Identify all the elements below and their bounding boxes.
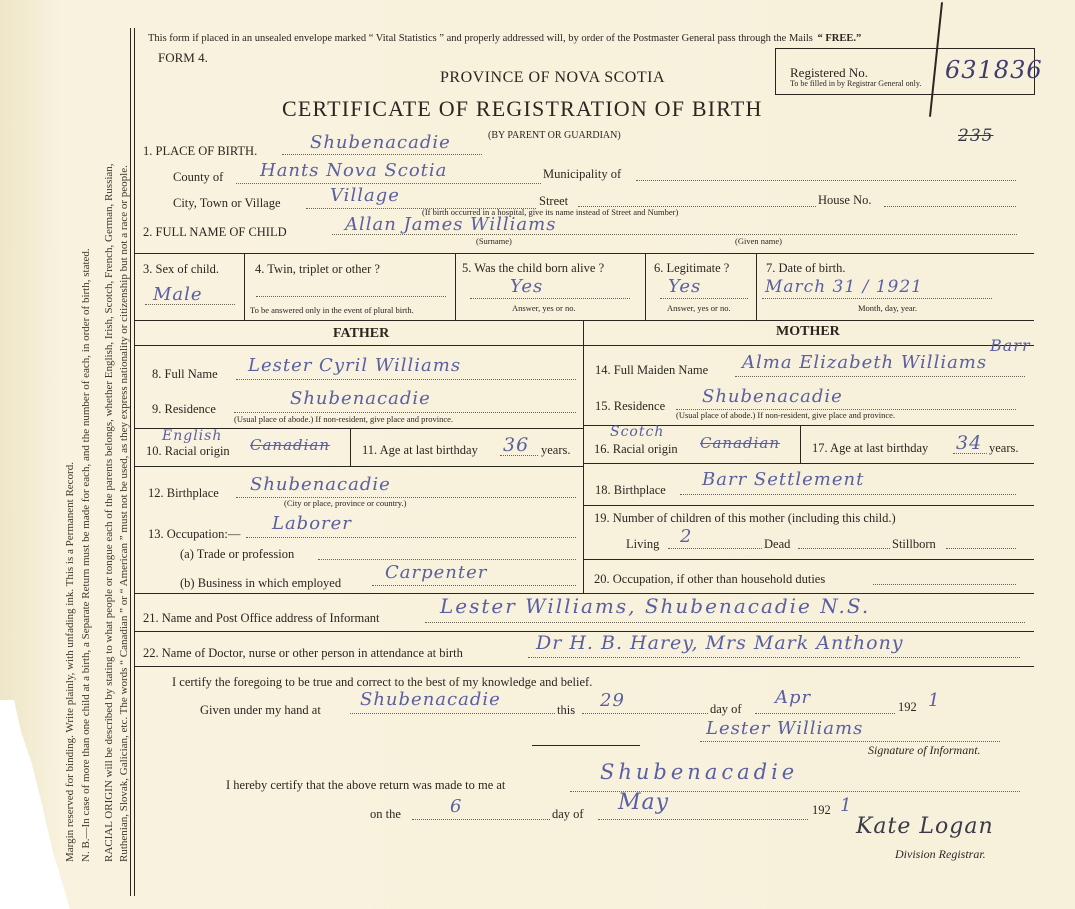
date-value: March 31 / 1921 bbox=[765, 277, 923, 297]
place-line bbox=[282, 154, 482, 155]
left-border-inner bbox=[134, 28, 135, 896]
mother-occ-label: 20. Occupation, if other than household duties bbox=[594, 572, 826, 586]
left-border bbox=[130, 28, 131, 896]
municipality-label: Municipality of bbox=[543, 167, 622, 181]
father-race-bottom bbox=[134, 466, 583, 467]
mail-notice-text: This form if placed in an unsealed envelope marked “ Vital Statistics ” and properly addressed will, by order of the Postmaster General pass through the Mails bbox=[148, 33, 813, 44]
row3-top bbox=[134, 253, 1034, 254]
informant-label: 21. Name and Post Office address of Informant bbox=[143, 611, 380, 625]
given-year-print: 192 bbox=[898, 700, 917, 714]
alive-note: Answer, yes or no. bbox=[512, 303, 576, 313]
father-name-value: Lester Cyril Williams bbox=[248, 355, 462, 376]
mother-stillborn-line bbox=[946, 548, 1016, 549]
date-line bbox=[762, 298, 992, 299]
father-age-unit: years. bbox=[541, 443, 571, 457]
father-age-value: 36 bbox=[503, 434, 530, 456]
registrar-day-line bbox=[412, 819, 550, 820]
certify-short-rule bbox=[532, 745, 640, 746]
mother-res-label: 15. Residence bbox=[595, 399, 666, 413]
father-occ-value: Laborer bbox=[272, 513, 352, 534]
sex-label: 3. Sex of child. bbox=[143, 262, 220, 276]
parents-divider bbox=[583, 320, 584, 593]
mother-name-label: 14. Full Maiden Name bbox=[595, 363, 709, 377]
mother-age-value: 34 bbox=[956, 432, 983, 454]
father-age-line bbox=[500, 455, 538, 456]
mother-race-div bbox=[800, 425, 801, 463]
registrar-month: May bbox=[618, 790, 670, 815]
mother-dead-line bbox=[798, 548, 890, 549]
house-label: House No. bbox=[818, 193, 872, 207]
informant-value: Lester Williams, Shubenacadie N.S. bbox=[440, 594, 871, 618]
mother-heading: MOTHER bbox=[776, 324, 840, 339]
row3-div4 bbox=[756, 253, 757, 320]
sex-line bbox=[145, 304, 235, 305]
registered-number: 631836 bbox=[945, 56, 1043, 84]
father-heading: FATHER bbox=[333, 326, 390, 341]
mother-race-label: 16. Racial origin bbox=[594, 442, 678, 456]
mail-notice-free: “ FREE.” bbox=[817, 33, 862, 44]
mother-age-label: 17. Age at last birthday bbox=[812, 441, 929, 455]
row3-bottom bbox=[134, 320, 1034, 321]
corner-mark: 235 bbox=[958, 126, 994, 146]
parents-rule bbox=[134, 345, 1034, 346]
doctor-label: 22. Name of Doctor, nurse or other person in attendance at birth bbox=[143, 646, 463, 660]
mother-dead-label: Dead bbox=[764, 537, 791, 551]
municipality-line bbox=[636, 180, 1016, 181]
row3-div2 bbox=[455, 253, 456, 320]
given-day: 29 bbox=[600, 690, 625, 711]
mother-birthplace-value: Barr Settlement bbox=[702, 469, 865, 490]
father-race-value: English bbox=[162, 428, 223, 444]
legit-value: Yes bbox=[668, 276, 702, 297]
margin-text-3: RACIAL ORIGIN will be described by stating to what people or tongue each of the parents belongs, whether English, Irish, Scotch, French, German, Russian, bbox=[103, 163, 115, 862]
father-occ-label: 13. Occupation:— bbox=[148, 527, 241, 541]
legit-line bbox=[660, 298, 748, 299]
given-year-hand: 1 bbox=[928, 690, 941, 711]
doctor-line bbox=[528, 657, 1020, 658]
mail-notice bbox=[148, 33, 861, 44]
row3-div3 bbox=[645, 253, 646, 320]
mother-race-bottom bbox=[583, 463, 1034, 464]
alive-value: Yes bbox=[510, 276, 544, 297]
father-business-label: (b) Business in which employed bbox=[180, 576, 342, 590]
registrar-day: 6 bbox=[450, 796, 463, 817]
dayof-label: day of bbox=[710, 702, 742, 716]
informant-signature: Lester Williams bbox=[706, 718, 864, 739]
page-title: CERTIFICATE OF REGISTRATION OF BIRTH bbox=[282, 96, 763, 121]
city-value: Village bbox=[330, 185, 400, 206]
street-label: Street bbox=[539, 194, 569, 208]
registered-label: Registered No. bbox=[790, 65, 868, 80]
given-place-line bbox=[350, 713, 555, 714]
father-race-div bbox=[350, 428, 351, 466]
registrar-line: I hereby certify that the above return was made to me at bbox=[226, 778, 506, 792]
registrar-dayof-label: day of bbox=[552, 807, 584, 821]
given-label: Given under my hand at bbox=[200, 703, 321, 717]
registrar-signature: Kate Logan bbox=[856, 814, 994, 839]
mother-birthplace-line bbox=[680, 494, 1016, 495]
father-birthplace-note: (City or place, province or country.) bbox=[284, 498, 407, 508]
mother-occ-top bbox=[583, 559, 1034, 560]
mother-age-unit: years. bbox=[989, 441, 1019, 455]
mother-children-top bbox=[583, 505, 1034, 506]
registrar-place: Shubenacadie bbox=[600, 760, 799, 784]
mother-living-line bbox=[668, 548, 762, 549]
father-race-struck: Canadian bbox=[250, 436, 331, 454]
father-trade-label: (a) Trade or profession bbox=[180, 547, 295, 561]
mother-name-value: Alma Elizabeth Williams bbox=[742, 352, 988, 373]
date-note: Month, day, year. bbox=[858, 303, 918, 313]
margin-text-4: Ruthenian, Slovak, Galician, etc. The words “ Canadian ” or “ American ” must not be used, as they express nationality or citizenship but not a race or people. bbox=[118, 165, 130, 862]
mother-res-note: (Usual place of abode.) If non-resident, give place and province. bbox=[676, 410, 896, 420]
surname-note: (Surname) bbox=[476, 236, 512, 246]
mother-age-line bbox=[953, 453, 987, 454]
on-the-label: on the bbox=[370, 807, 401, 821]
father-res-label: 9. Residence bbox=[152, 402, 216, 416]
father-occ-line bbox=[246, 537, 576, 538]
sex-value: Male bbox=[153, 284, 203, 305]
mother-name-line bbox=[735, 376, 1025, 377]
alive-line bbox=[470, 298, 630, 299]
child-value: Allan James Williams bbox=[345, 214, 557, 235]
father-business-line bbox=[372, 585, 576, 586]
mother-birthplace-label: 18. Birthplace bbox=[595, 483, 666, 497]
twin-label: 4. Twin, triplet or other ? bbox=[255, 262, 380, 276]
given-day-line bbox=[582, 713, 708, 714]
mother-res-value: Shubenacadie bbox=[702, 386, 843, 407]
this-label: this bbox=[557, 703, 576, 717]
father-res-note: (Usual place of abode.) If non-resident, give place and province. bbox=[234, 414, 454, 424]
child-label: 2. FULL NAME OF CHILD bbox=[143, 225, 287, 239]
informant-signature-line bbox=[700, 741, 1000, 742]
county-line bbox=[236, 183, 541, 184]
house-line bbox=[884, 206, 1016, 207]
legit-note: Answer, yes or no. bbox=[667, 303, 731, 313]
informant-signature-label: Signature of Informant. bbox=[868, 743, 981, 757]
child-line bbox=[332, 234, 1017, 235]
certify-line: I certify the foregoing to be true and correct to the best of my knowledge and belief. bbox=[172, 675, 593, 689]
place-value: Shubenacadie bbox=[310, 132, 451, 153]
county-label: County of bbox=[173, 170, 224, 184]
margin-text-2: N. B.—In case of more than one child at a birth, a Separate Return must be made for each, and the number of each, in order of birth, stated. bbox=[80, 248, 92, 862]
mother-name-correction: Barr bbox=[990, 336, 1031, 355]
father-name-label: 8. Full Name bbox=[152, 367, 218, 381]
legit-label: 6. Legitimate ? bbox=[654, 261, 730, 275]
father-birthplace-value: Shubenacadie bbox=[250, 474, 391, 495]
alive-label: 5. Was the child born alive ? bbox=[462, 261, 605, 275]
registrar-note: To be filled in by Registrar General only. bbox=[790, 79, 922, 88]
mother-race-value: Scotch bbox=[610, 424, 665, 440]
mother-race-struck: Canadian bbox=[700, 434, 781, 452]
given-place: Shubenacadie bbox=[360, 689, 501, 710]
father-res-line bbox=[234, 412, 576, 413]
mother-living-label: Living bbox=[626, 537, 660, 551]
father-trade-line bbox=[318, 559, 576, 560]
mother-living-value: 2 bbox=[680, 526, 693, 547]
given-month: Apr bbox=[775, 687, 812, 708]
given-month-line bbox=[755, 713, 895, 714]
informant-line bbox=[425, 622, 1025, 623]
father-age-label: 11. Age at last birthday bbox=[362, 443, 478, 457]
twin-note: To be answered only in the event of plural birth. bbox=[250, 305, 414, 315]
row3-div1 bbox=[244, 253, 245, 320]
twin-line bbox=[256, 296, 446, 297]
place-label: 1. PLACE OF BIRTH. bbox=[143, 144, 258, 158]
subtitle: (BY PARENT OR GUARDIAN) bbox=[488, 130, 621, 141]
county-value: Hants Nova Scotia bbox=[260, 160, 448, 181]
registrar-year-hand: 1 bbox=[840, 795, 853, 816]
father-birthplace-label: 12. Birthplace bbox=[148, 486, 219, 500]
mother-occ-line bbox=[873, 584, 1016, 585]
mother-stillborn-label: Stillborn bbox=[892, 537, 936, 551]
registrar-signature-label: Division Registrar. bbox=[895, 847, 986, 861]
date-label: 7. Date of birth. bbox=[766, 261, 846, 275]
mother-children-label: 19. Number of children of this mother (including this child.) bbox=[594, 511, 896, 525]
margin-text-1: Margin reserved for binding. Write plainly, with unfading ink. This is a Permanent Record. bbox=[64, 462, 76, 862]
given-note: (Given name) bbox=[735, 236, 782, 246]
city-label: City, Town or Village bbox=[173, 196, 281, 210]
registrar-month-line bbox=[598, 819, 808, 820]
doctor-value: Dr H. B. Harey, Mrs Mark Anthony bbox=[536, 632, 904, 654]
certify-top bbox=[134, 666, 1034, 667]
province-heading: PROVINCE OF NOVA SCOTIA bbox=[440, 69, 666, 86]
form-number: FORM 4. bbox=[158, 50, 208, 65]
father-name-line bbox=[236, 379, 576, 380]
registrar-year-print: 192 bbox=[812, 803, 831, 817]
hospital-note: (If birth occurred in a hospital, give its name instead of Street and Number) bbox=[422, 207, 679, 217]
father-res-value: Shubenacadie bbox=[290, 388, 431, 409]
father-race-label: 10. Racial origin bbox=[146, 444, 230, 458]
father-business-value: Carpenter bbox=[385, 562, 488, 583]
